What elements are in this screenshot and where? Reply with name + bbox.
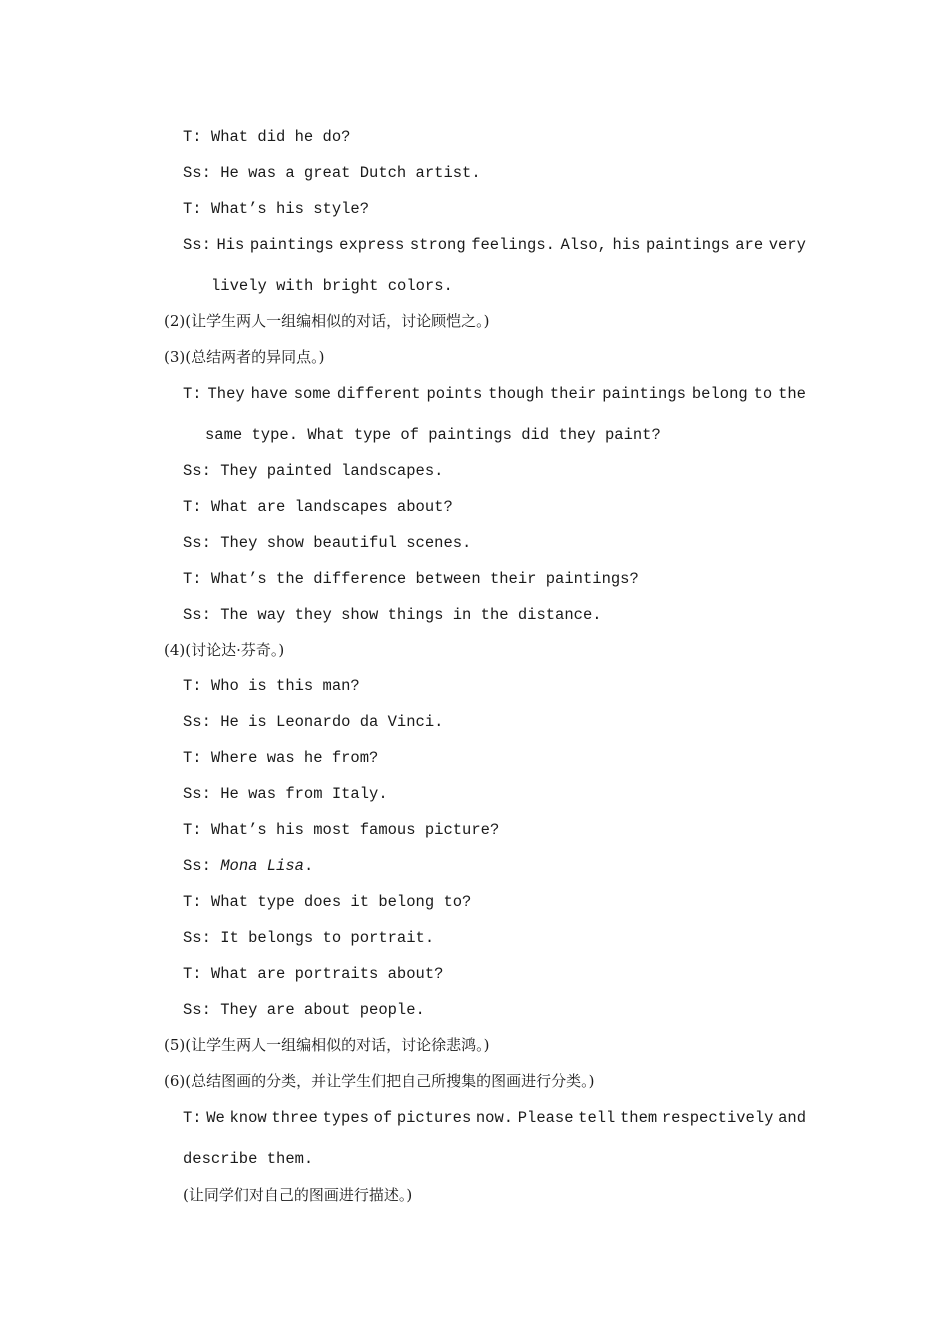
section-heading: (5)(让学生两人一组编相似的对话，讨论徐悲鸿。) [164,1036,490,1054]
dialogue-line: T: They have some different points though their paintings belong to the [183,385,806,403]
dialogue-line: Ss: He is Leonardo da Vinci. [183,713,444,731]
dialogue-line: T: Where was he from? [183,749,379,767]
instruction-note: (让同学们对自己的图画进行描述。) [183,1186,413,1204]
dialogue-line: T: What’s his style? [183,200,370,218]
dialogue-line: Ss: It belongs to portrait. [183,929,435,947]
dialogue-line: Ss: He was a great Dutch artist. [183,164,481,182]
dialogue-line: Ss: The way they show things in the distance. [183,606,602,624]
section-heading: (3)(总结两者的异同点。) [164,348,325,366]
dialogue-line: same type. What type of paintings did they paint? [205,426,661,444]
dialogue-line: T: What’s his most famous picture? [183,821,500,839]
dialogue-line: Ss: They show beautiful scenes. [183,534,472,552]
dialogue-line: T: What are landscapes about? [183,498,453,516]
dialogue-line: Ss: Mona Lisa. [183,857,314,875]
dialogue-line: describe them. [183,1150,314,1168]
dialogue-line: T: What are portraits about? [183,965,444,983]
section-heading: (2)(让学生两人一组编相似的对话，讨论顾恺之。) [164,312,490,330]
dialogue-line: T: What did he do? [183,128,351,146]
section-heading: (6)(总结图画的分类，并让学生们把自己所搜集的图画进行分类。) [164,1072,595,1090]
dialogue-line: T: What type does it belong to? [183,893,472,911]
dialogue-line: Ss: They are about people. [183,1001,425,1019]
section-heading: (4)(讨论达·芬奇。) [164,641,285,659]
dialogue-line: T: We know three types of pictures now. Please tell them respectively and [183,1109,806,1127]
dialogue-line: Ss: They painted landscapes. [183,462,444,480]
dialogue-line: T: Who is this man? [183,677,360,695]
dialogue-line: Ss: His paintings express strong feelings. Also, his paintings are very [183,236,806,254]
dialogue-line: Ss: He was from Italy. [183,785,388,803]
dialogue-line: T: What’s the difference between their paintings? [183,570,639,588]
artwork-title: Mona Lisa [220,857,304,875]
dialogue-line: lively with bright colors. [211,277,453,295]
